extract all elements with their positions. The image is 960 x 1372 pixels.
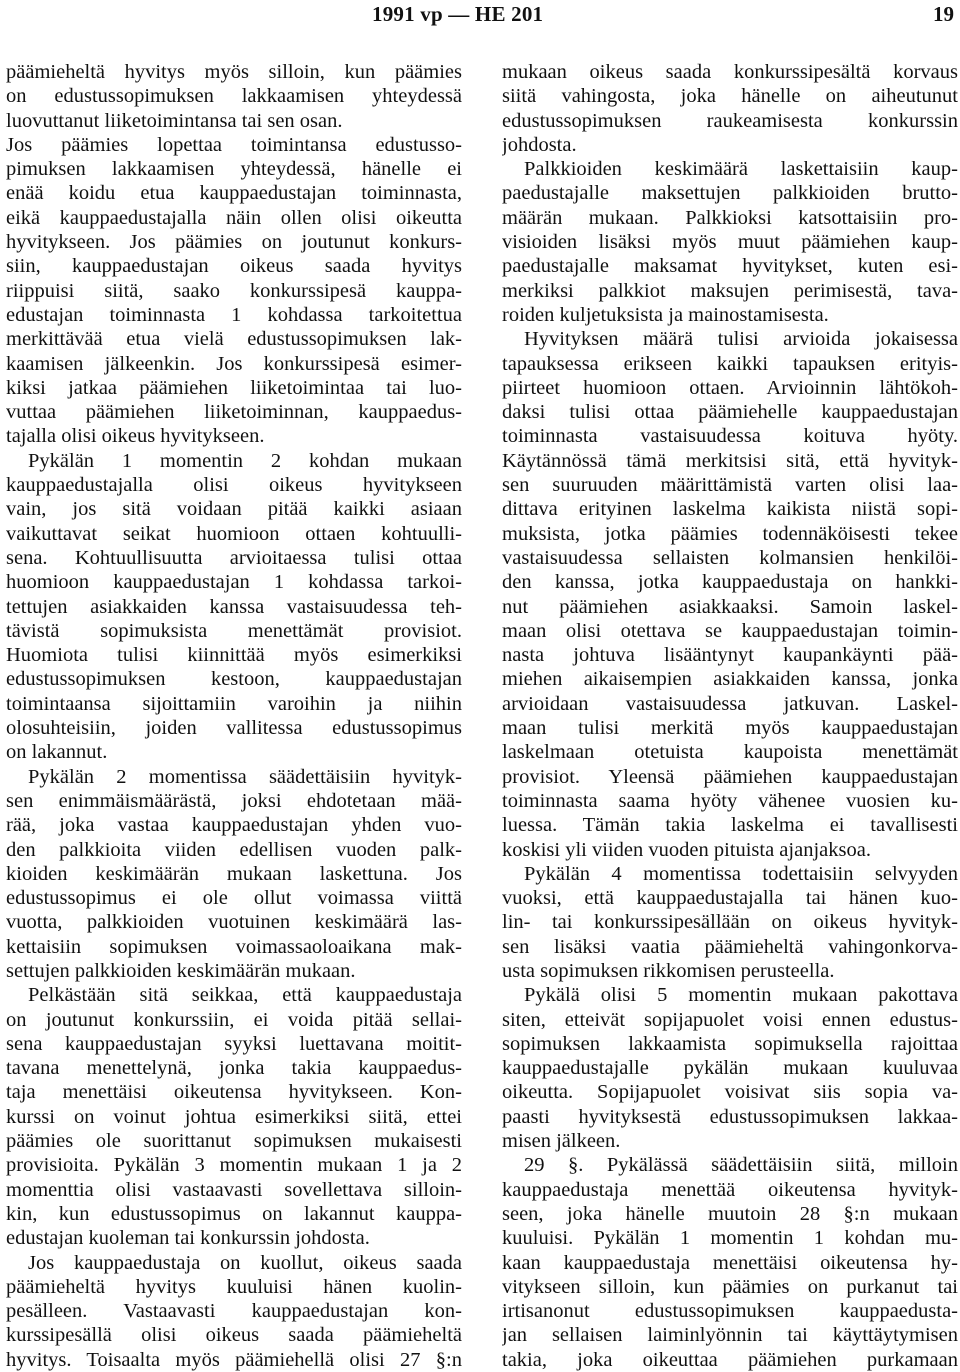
text-line: sena. Kohtuullisuutta arvioitaessa tulisi ottaa	[6, 546, 462, 569]
text-line: pesälleen. Vastaavasti kauppaedustajan kon-	[6, 1300, 462, 1323]
text-line: hyvitys. Toisaalta myös päämiehellä olisi 27 §:n	[6, 1348, 462, 1371]
text-line: kiksi jatkaa päämiehen liiketoimintaa tai luo-	[6, 376, 462, 399]
text-line: tajalla olisi oikeus hyvitykseen.	[6, 425, 265, 448]
text-line: kin, kun edustussopimus on lakannut kauppa-	[6, 1202, 462, 1225]
text-line: määrän mukaan. Palkkioksi katsottaisiin pro-	[502, 206, 958, 229]
page-header	[0, 0, 960, 30]
text-line: seen, joka hänelle muutoin 28 §:n mukaan	[502, 1202, 958, 1225]
text-line: Käytännössä tämä merkitsisi sitä, että hyvityk-	[502, 449, 958, 472]
text-line: edustussopimus ei ole ollut voimassa viittä	[6, 887, 462, 910]
text-line: luovuttanut liiketoimintansa tai sen osan.	[6, 109, 343, 132]
text-line: Huomiota tulisi kiinnittää myös esimerkiksi	[6, 644, 462, 667]
text-line: Jos päämies lopettaa toimintansa edustusso-	[6, 133, 462, 156]
text-line: irtisanonut edustussopimuksen kauppaedusta-	[502, 1300, 958, 1323]
text-line: edustajan toiminnasta 1 kohdassa tarkoitettua	[6, 303, 462, 326]
text-line: misen jälkeen.	[502, 1130, 621, 1153]
text-line: Pykälän 4 momentissa todettaisiin selvyyden	[524, 862, 958, 885]
text-line: tävistä sopimuksista menettämät provisiot.	[6, 619, 462, 642]
text-line: koskisi yli viiden vuoden pituista ajanjaksoa.	[502, 838, 871, 861]
text-line: sen lisäksi vaatia päämieheltä vahingonkorva-	[502, 935, 958, 958]
text-line: sopimuksen lakkaamista sopimuksella rajoittaa	[502, 1032, 958, 1055]
text-line: visioiden lisäksi myös muut päämiehen kaup-	[502, 231, 958, 254]
text-line: dittava erityinen laskelma kaikista niistä sopi-	[502, 498, 958, 521]
text-line: riippuisi siitä, saako konkurssipesä kauppa-	[6, 279, 462, 302]
text-line: 29 §. Pykälässä säädettäisiin siitä, milloin	[524, 1154, 958, 1177]
text-line: Pykälän 2 momentissa säädettäisiin hyvityk-	[28, 765, 462, 788]
text-line: hyvitykseen. Jos päämies on joutunut konkurs-	[6, 231, 462, 254]
right-text-column	[502, 60, 958, 1372]
text-line: momenttia olisi vastaavasti sovellettava silloin-	[6, 1178, 462, 1201]
text-line: maan tulisi merkitä myös kauppaedustajan	[502, 717, 958, 740]
text-line: merkittävää etua vielä edustussopimuksen lak-	[6, 328, 462, 351]
text-line: rää, joka vastaa kauppaedustajan yhden vuo-	[6, 814, 462, 837]
text-line: päämieheltä hyvitys myös silloin, kun päämies	[6, 61, 462, 83]
text-line: vastaisuudessa sellaisten kolmansien henkilöi-	[502, 546, 958, 569]
text-line: edustussopimuksen raukeamisesta konkurssin	[502, 109, 958, 132]
text-line: nut päämiehen asiakkaaksi. Samoin laskel-	[502, 595, 958, 618]
text-line: kettaisiin sopimuksen voimassaoloaikana mak-	[6, 935, 462, 958]
text-line: jan sellaisen laiminlyönnin tai käyttäytymisen	[502, 1324, 958, 1347]
text-line: arvioidaan vastaisuudessa jatkuvan. Laskel-	[502, 692, 958, 715]
text-line: huomioon kauppaedustajan 1 kohdassa tarkoi-	[6, 571, 462, 594]
text-line: vitykseen silloin, kun päämies on purkanut tai	[502, 1275, 958, 1298]
text-line: Hyvityksen määrä tulisi arvioida jokaisessa	[524, 328, 958, 351]
text-line: maan olisi otettava se kauppaedustajan toimin-	[502, 619, 958, 642]
text-line: laskelmaan otetuista kaupoista menettämät	[502, 741, 958, 764]
text-line: eikä kauppaedustajalla näin ollen olisi oikeutta	[6, 206, 462, 229]
text-line: lin- tai konkurssipesällään on oikeus hyvityk-	[502, 911, 958, 934]
left-text-column	[6, 60, 462, 1372]
text-line: toiminnasta saama hyöty vähenee vuosien ku-	[502, 789, 958, 812]
text-line: takia, joka oikeuttaa päämiehen purkamaan	[502, 1348, 958, 1371]
text-line: Jos kauppaedustaja on kuollut, oikeus saada	[28, 1251, 462, 1274]
text-line: enää koidu etua kauppaedustajan toiminnasta,	[6, 182, 462, 205]
text-line: siitä vahingosta, joka hänelle on aiheutunut	[502, 85, 958, 108]
text-line: toimintaansa sijoittamiin varoihin ja niihin	[6, 692, 462, 715]
text-line: Pykälän 1 momentin 2 kohdan mukaan	[28, 449, 462, 472]
page-number: 19	[933, 2, 954, 26]
text-line: Pykälä olisi 5 momentin mukaan pakottava	[524, 984, 958, 1007]
text-line: paedustajalle maksettujen palkkioiden brutto-	[502, 182, 958, 205]
text-line: päämies ole suorittanut sopimuksen mukaisesti	[6, 1130, 462, 1153]
text-line: den palkkioita viiden edellisen vuoden palk-	[6, 838, 462, 861]
text-line: merkiksi palkkiot maksujen perimisestä, tava-	[502, 279, 958, 302]
text-line: provisiot. Yleensä päämiehen kauppaedustajan	[502, 765, 958, 788]
text-line: vuttaa päämiehen liiketoiminnan, kauppaedus-	[6, 401, 462, 424]
text-line: on edustussopimuksen lakkaamisen yhteydessä	[6, 85, 462, 108]
text-line: tapauksessa erikseen kaikki tapauksen erityis-	[502, 352, 958, 375]
text-line: vuoksi, että kauppaedustajalla tai hänen kuo-	[502, 887, 958, 910]
text-line: kuuluisi. Pykälän 1 momentin 1 kohdan mu-	[502, 1227, 958, 1250]
text-line: on joutunut konkurssiin, ei voida pitää sellai-	[6, 1008, 462, 1031]
text-line: miehen aikaisempien asiakkaiden kanssa, jonka	[502, 668, 958, 691]
text-line: den kanssa, jotka kauppaedustaja on hankki-	[502, 571, 958, 594]
text-line: päämieheltä hyvitys kuuluisi hänen kuolin-	[6, 1275, 462, 1298]
text-line: kurssi on voinut johtua esimerkiksi siitä, ettei	[6, 1105, 462, 1128]
text-line: tavana menettelynä, jonka takia kauppaedus-	[6, 1057, 462, 1080]
text-line: edustajan kuoleman tai konkurssin johdosta.	[6, 1227, 370, 1250]
text-line: kurssipesällä olisi oikeus saada päämieheltä	[6, 1324, 462, 1347]
text-line: sena kauppaedustajan syyksi luettavana moitit-	[6, 1032, 462, 1055]
text-line: vain, jos sitä voidaan pitää kaikki asiaan	[6, 498, 462, 521]
text-line: kauppaedustaja menettää oikeutensa hyvityk-	[502, 1178, 958, 1201]
text-line: olosuhteisiin, joiden vallitessa edustussopimus	[6, 717, 462, 740]
text-line: nasta johtuva lisääntynyt kaupankäynti pää-	[502, 644, 958, 667]
text-line: usta sopimuksen rikkomisen perusteella.	[502, 959, 835, 982]
text-line: toiminnasta vastaisuudessa koituva hyöty.	[502, 425, 958, 448]
text-line: pimuksen lakkaamisen yhteydessä, hänelle ei	[6, 158, 462, 181]
text-line: siin, kauppaedustajan oikeus saada hyvitys	[6, 255, 462, 278]
text-line: kaan kauppaedustaja menettäisi oikeutensa hy-	[502, 1251, 958, 1274]
text-line: kauppaedustajalle pykälän mukaan kuuluvaa	[502, 1057, 958, 1080]
text-line: vaikuttavat seikat huomioon ottaen kohtuulli-	[6, 522, 462, 545]
text-line: paasti hyvityksestä edustussopimuksen lakkaa-	[502, 1105, 958, 1128]
text-line: piirteet huomioon ottaen. Arvioinnin lähtökoh-	[502, 376, 958, 399]
text-line: siten, etteivät sopijapuolet voisi ennen edustus-	[502, 1008, 958, 1031]
text-line: tettujen asiakkaiden kanssa vastaisuudessa teh-	[6, 595, 462, 618]
text-line: kaamisen jälkeenkin. Jos konkurssipesä esimer-	[6, 352, 462, 375]
text-line: roiden kuljetuksista ja mainostamisesta.	[502, 303, 829, 326]
text-line: johdosta.	[502, 133, 577, 156]
text-line: sen suuruuden määrittämistä varten olisi laa-	[502, 474, 958, 497]
text-line: mukaan oikeus saada konkurssipesältä korvaus	[502, 61, 958, 83]
text-line: kauppaedustajalla olisi oikeus hyvitykseen	[6, 474, 462, 497]
text-line: Pelkästään sitä seikkaa, että kauppaedustaja	[28, 984, 462, 1007]
text-line: muksista, jotka päämies todennäköisesti tekee	[502, 522, 958, 545]
text-line: vuotta, palkkioiden vuotuinen keskimäärä las-	[6, 911, 462, 934]
text-line: edustussopimuksen kestoon, kauppaedustajan	[6, 668, 462, 691]
text-line: taja menettäisi oikeutensa hyvitykseen. Kon-	[6, 1081, 462, 1104]
text-line: settujen palkkioiden keskimäärän mukaan.	[6, 959, 356, 982]
text-line: oikeutta. Sopijapuolet voisivat siis sopia va-	[502, 1081, 958, 1104]
text-line: luessa. Tämän takia laskelma ei tavallisesti	[502, 814, 958, 837]
text-line: daksi tulisi ottaa päämiehelle kauppaedustajan	[502, 401, 958, 424]
text-line: Palkkioiden keskimäärä laskettaisiin kaup-	[524, 158, 958, 181]
text-line: sen enimmäismäärästä, joksi ehdotetaan mää-	[6, 789, 462, 812]
text-line: paedustajalle maksamat hyvitykset, kuten esi-	[502, 255, 958, 278]
document-title: 1991 vp — HE 201	[372, 2, 544, 26]
text-line: kioiden keskimäärän mukaan laskettuna. Jos	[6, 862, 462, 885]
text-line: provisioita. Pykälän 3 momentin mukaan 1 ja 2	[6, 1154, 462, 1177]
text-line: on lakannut.	[6, 741, 108, 764]
